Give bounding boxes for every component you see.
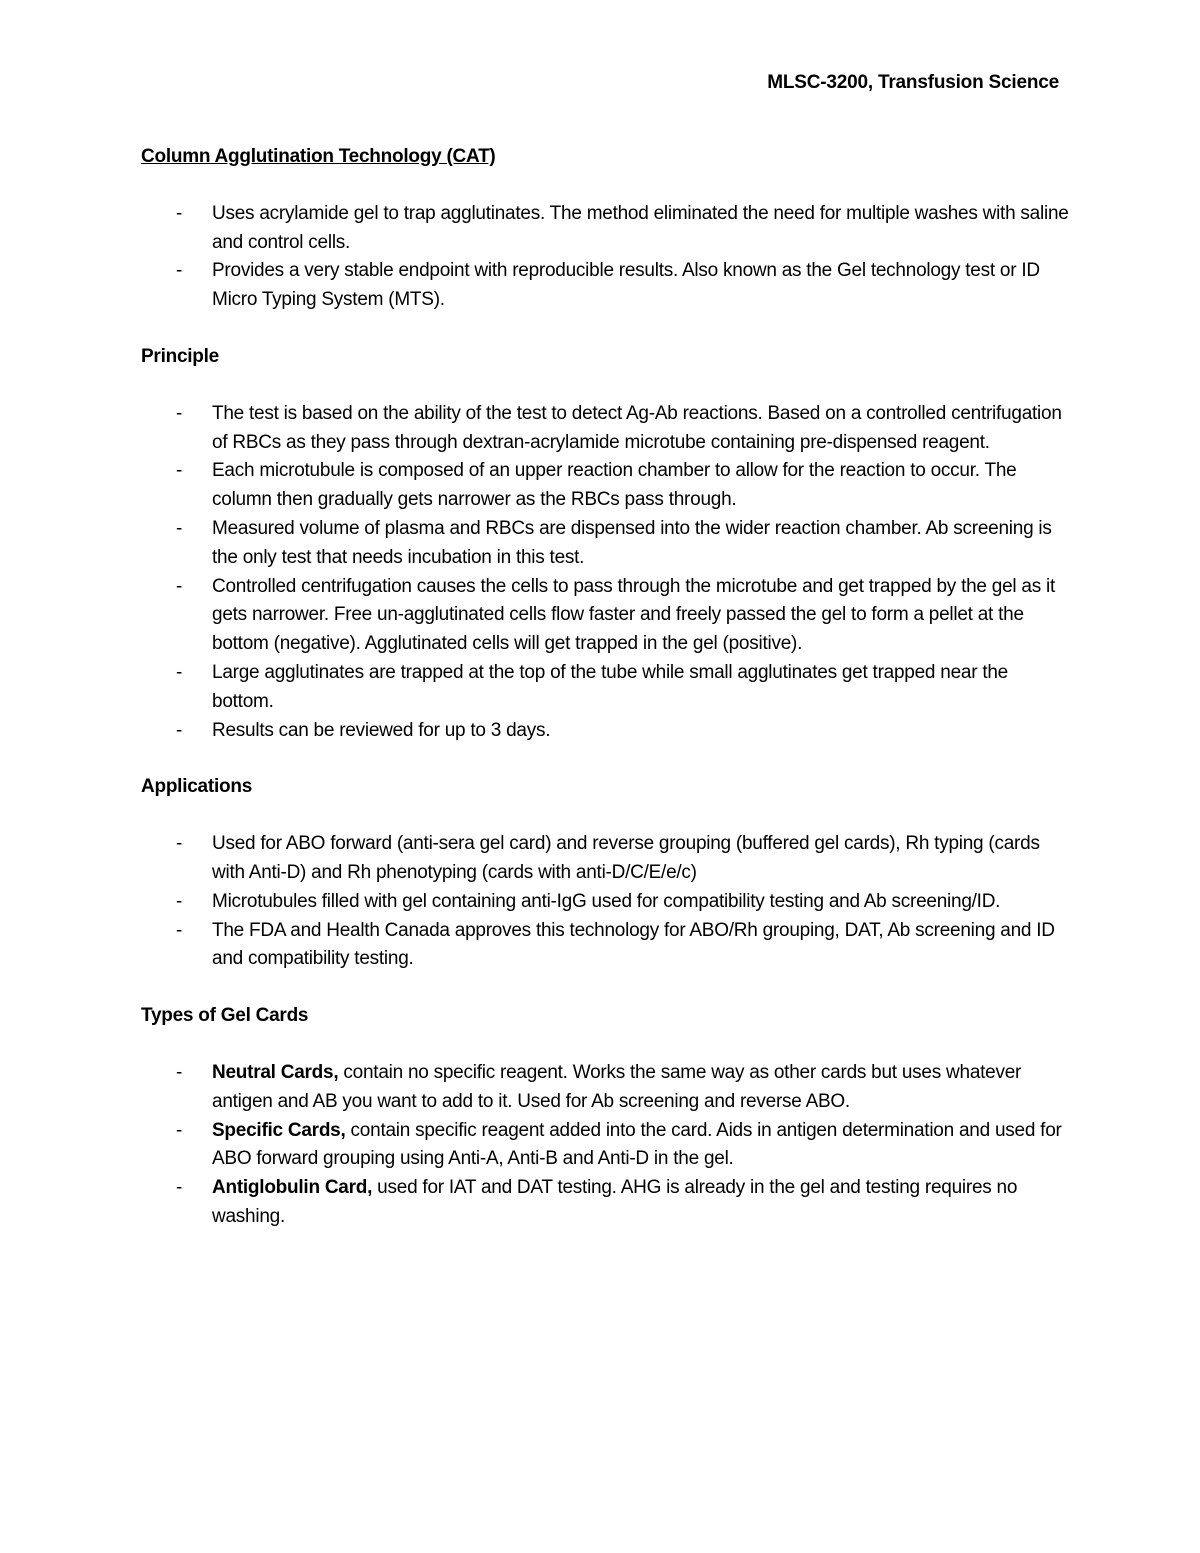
list-item: - Controlled centrifugation causes the cells to pass through the microtube and get trapped by the gel as it gets narrower. Free un-agglutinated cells flow faster and freely passed the gel to form a pellet at the bottom (negative). Agglutinated cells will get trapped in the gel (positive).: [141, 573, 1071, 659]
list-item: [141, 1117, 1071, 1175]
list-item: - The test is based on the ability of the test to detect Ag-Ab reactions. Based on a controlled centrifugation of RBCs as they pass through dextran-acrylamide microtube containing pre-dispensed reagent.: [141, 400, 1071, 458]
list-item: - Provides a very stable endpoint with reproducible results. Also known as the Gel technology test or ID Micro Typing System (MTS).: [141, 257, 1071, 315]
card-description: contain specific reagent added into the card. Aids in antigen determination and used for ABO forward grouping using Anti-A, Anti-B and Anti-D in the gel.: [212, 1119, 1062, 1170]
bullet-dash: -: [176, 202, 183, 224]
list-item: [141, 1174, 1071, 1232]
card-term: Antiglobulin Card,: [212, 1177, 373, 1199]
bullet-dash: -: [176, 919, 183, 941]
bullet-dash: -: [176, 402, 183, 424]
list-item: - Each microtubule is composed of an upper reaction chamber to allow for the reaction to occur. The column then gradually gets narrower as the RBCs pass through.: [141, 457, 1071, 515]
bullet-dash: -: [176, 719, 183, 741]
bullet-dash: -: [176, 661, 183, 683]
intro-list: [141, 200, 1071, 315]
bullet-dash: -: [176, 833, 183, 855]
bullet-dash: -: [176, 1119, 183, 1141]
gel-cards-list: [141, 1059, 1071, 1232]
section-heading-applications: Applications: [141, 776, 253, 798]
list-item: - Large agglutinates are trapped at the top of the tube while small agglutinates get trapped near the bottom.: [141, 659, 1071, 717]
card-term: Specific Cards,: [212, 1119, 346, 1141]
card-description: contain no specific reagent. Works the same way as other cards but uses whatever antigen and AB you want to add to it. Used for Ab screening and reverse ABO.: [212, 1061, 1022, 1112]
section-heading-principle: Principle: [141, 345, 219, 367]
bullet-dash: -: [176, 1177, 183, 1199]
bullet-dash: -: [176, 890, 183, 912]
bullet-dash: -: [176, 260, 183, 282]
bullet-dash: -: [176, 1061, 183, 1083]
principle-list: [141, 400, 1071, 746]
card-term: Neutral Cards,: [212, 1061, 339, 1083]
applications-list: [141, 830, 1071, 974]
document-title: Column Agglutination Technology (CAT): [141, 146, 496, 167]
list-item: - Microtubules filled with gel containing anti-IgG used for compatibility testing and Ab screening/ID.: [141, 888, 1071, 917]
card-description: used for IAT and DAT testing. AHG is already in the gel and testing requires no washing.: [212, 1177, 1018, 1227]
list-item: - Uses acrylamide gel to trap agglutinates. The method eliminated the need for multiple washes with saline and control cells.: [141, 200, 1071, 258]
bullet-dash: -: [176, 460, 183, 482]
bullet-dash: -: [176, 517, 183, 539]
course-header: MLSC-3200, Transfusion Science: [767, 72, 1059, 93]
document-body: [141, 143, 1071, 1260]
bullet-dash: -: [176, 575, 183, 597]
section-heading-gel-cards: Types of Gel Cards: [141, 1005, 309, 1027]
list-item: - Used for ABO forward (anti-sera gel card) and reverse grouping (buffered gel cards), Rh typing (cards with Anti-D) and Rh phenotyping (cards with anti-D/C/E/e/c): [141, 830, 1071, 888]
list-item: [141, 1059, 1071, 1117]
list-item: - The FDA and Health Canada approves this technology for ABO/Rh grouping, DAT, Ab screening and ID and compatibility testing.: [141, 917, 1071, 975]
list-item: - Measured volume of plasma and RBCs are dispensed into the wider reaction chamber. Ab screening is the only test that needs incubation in this test.: [141, 515, 1071, 573]
list-item: - Results can be reviewed for up to 3 days.: [141, 717, 1071, 746]
